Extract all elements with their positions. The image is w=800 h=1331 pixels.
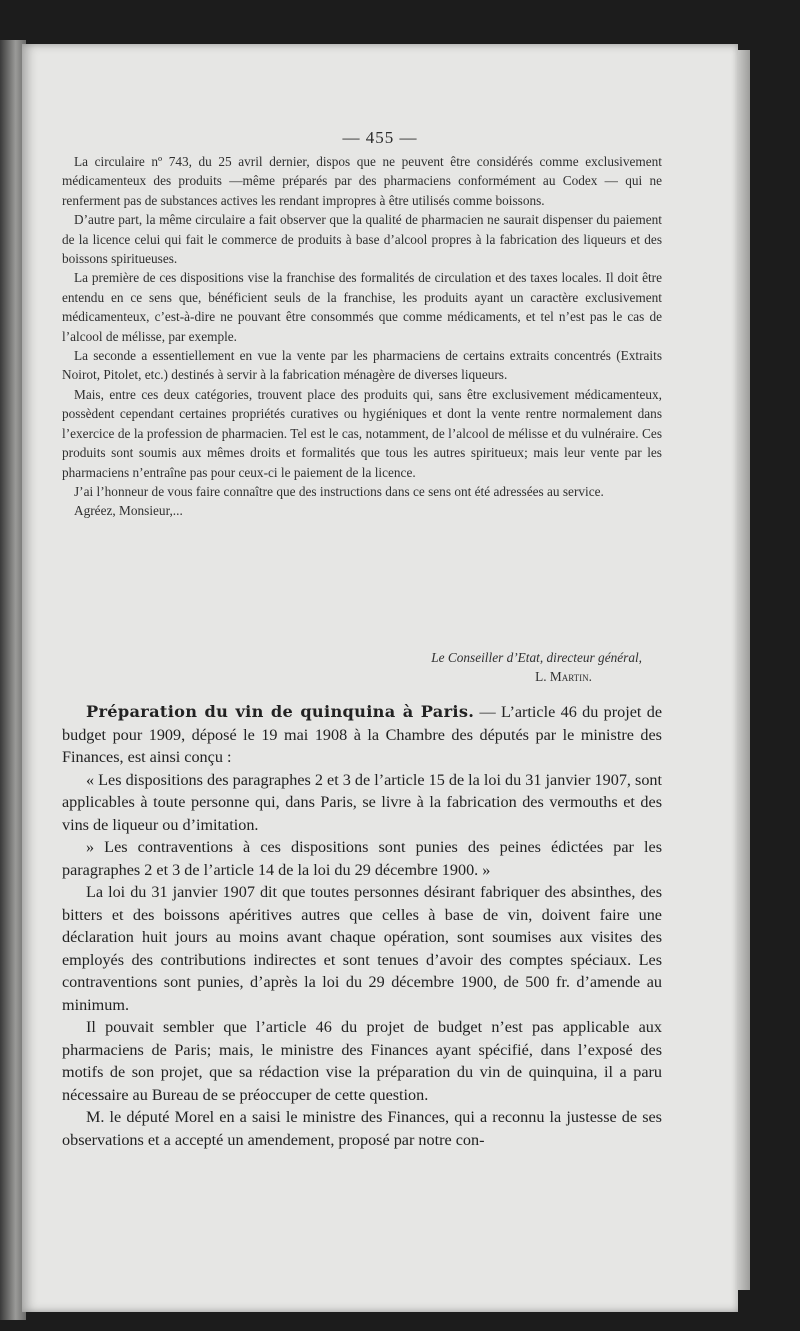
circular-text: [62, 152, 662, 521]
section-paragraph: « Les dispositions des paragraphes 2 et 3 de l’article 15 de la loi du 31 janvier 1907, sont applicables à toute personne qui, dans Paris, se livre à la fabrication des vermouths et des vins de liqueur ou d’imitation.: [62, 770, 662, 834]
section-paragraph: M. le député Morel en a saisi le ministre des Finances, qui a reconnu la justesse de ses observations et a accepté un amendement, proposé par notre con-: [62, 1108, 662, 1149]
section-heading: Préparation du vin de quinquina à Paris.: [86, 702, 475, 721]
signatory-name: L. Martin.: [535, 669, 592, 685]
signature-block: [62, 648, 662, 687]
section-paragraph: La loi du 31 janvier 1907 dit que toutes personnes désirant fabriquer des absinthes, des bitters et des boissons apéritives autres que celles à base de vin, doivent faire une déclaration huit jours au moins avant chaque opération, sont soumises aux visites des employés des contributions indirectes et sont tenues d’avoir des comptes spéciaux. Les contraventions sont punies, d’après la loi du 29 décembre 1900, de 500 fr. d’amende au minimum.: [62, 883, 662, 1014]
circular-closing: Agréez, Monsieur,...: [74, 503, 183, 519]
section-paragraph: » Les contraventions à ces dispositions sont punies des peines édictées par les paragraphes 2 et 3 de l’article 14 de la loi du 29 décembre 1900. »: [62, 838, 662, 879]
circular-paragraph: Mais, entre ces deux catégories, trouvent place des produits qui, sans être exclusivement médicamenteux, possèdent cependant certaines propriétés curatives ou hygiéniques et dont la vente rentre normalement dans l’exercice de la profession de pharmacien. Tel est le cas, notamment, de l’alcool de mélisse et du vulnéraire. Ces produits sont soumis aux mêmes droits et formalités que tous les autres spiritueux; mais leur vente par les pharmaciens n’entraîne pas pour ceux-ci le paiement de la licence.: [62, 386, 662, 480]
section-paragraph: Il pouvait sembler que l’article 46 du projet de budget n’est pas applicable aux pharmaciens de Paris; mais, le ministre des Finances ayant spécifié, dans l’exposé des motifs de son projet, que sa rédaction vise la préparation du vin de quinquina, il a paru nécessaire au Bureau de se préoccuper de cette question.: [62, 1018, 662, 1104]
circular-paragraph: D’autre part, la même circulaire a fait observer que la qualité de pharmacien ne saurait dispenser du paiement de la licence celui qui fait le commerce de produits à base d’alcool propres à la fabrication des liqueurs et des boissons spiritueuses.: [62, 212, 662, 267]
section-intro: — L’article 46 du projet de budget pour 1909, déposé le 19 mai 1908 à la Chambre des députés par le ministre des Finances, est ainsi conçu :: [62, 703, 662, 766]
signatory-role: Le Conseiller d’Etat, directeur général,: [431, 650, 642, 665]
page-number: — 455 —: [342, 128, 418, 147]
page-stack-edge: [736, 50, 750, 1290]
circular-paragraph: La première de ces dispositions vise la franchise des formalités de circulation et des taxes locales. Il doit être entendu en ce sens que, bénéficient seuls de la franchise, les produits ayant un caractère exclusivement médicamenteux, c’est-à-dire ne pouvant être consommés que comme médicaments, et tel n’est pas le cas de l’alcool de mélisse, par exemple.: [62, 270, 662, 344]
circular-paragraph: J’ai l’honneur de vous faire connaître que des instructions dans ce sens ont été adressées au service.: [74, 483, 604, 499]
circular-paragraph: La circulaire nº 743, du 25 avril dernier, dispos que ne peuvent être considérés comme exclusivement médicamenteux des produits —même préparés par des pharmaciens conformément au Codex — qui ne renferment pas de substances actives les rendant impropres à être utilisés comme boissons.: [62, 154, 662, 208]
book-page: [22, 44, 738, 1312]
article-section: [62, 701, 662, 1151]
circular-paragraph: La seconde a essentiellement en vue la vente par les pharmaciens de certains extraits concentrés (Extraits Noirot, Pitolet, etc.) destinés à servir à la fabrication ménagère de diverses liqueurs.: [62, 348, 662, 383]
section-intro-paragraph: [62, 701, 662, 769]
